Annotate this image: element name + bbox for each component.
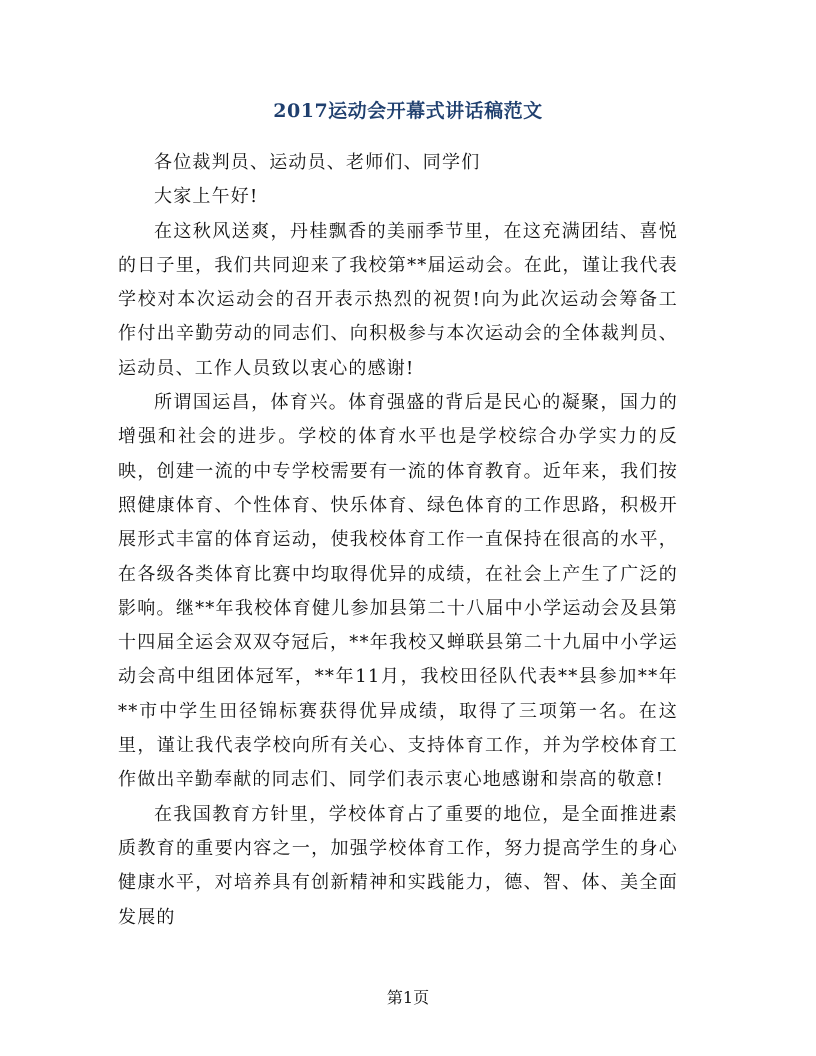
document-title: 2017运动会开幕式讲话稿范文 <box>273 100 543 122</box>
body-paragraph-3: 在我国教育方针里，学校体育占了重要的地位，是全面推进素质教育的重要内容之一，加强学校体育工作，努力提高学生的身心健康水平，对培养具有创新精神和实践能力，德、智、体、美全面发展的 <box>118 803 678 928</box>
body-paragraph-2: 所谓国运昌，体育兴。体育强盛的背后是民心的凝聚，国力的增强和社会的进步。学校的体育水平也是学校综合办学实力的反映，创建一流的中专学校需要有一流的体育教育。近年来，我们按照健康体育、个性体育、快乐体育、绿色体育的工作思路，积极开展形式丰富的体育运动，使我校体育工作一直保持在很高的水平，在各级各类体育比赛中均取得优异的成绩，在社会上产生了广泛的影响。继**年我校体育健儿参加县第二十八届中小学运动会及县第十四届全运会双双夺冠后，**年我校又蝉联县第二十九届中小学运动会高中组团体冠军，**年11月，我校田径队代表**县参加**年**市中学生田径锦标赛获得优异成绩，取得了三项第一名。在这里，谨让我代表学校向所有关心、支持体育工作，并为学校体育工作做出辛勤奉献的同志们、同学们表示衷心地感谢和崇高的敬意! <box>118 392 678 791</box>
body-paragraph-1: 在这秋风送爽，丹桂飘香的美丽季节里，在这充满团结、喜悦的日子里，我们共同迎来了我校第**届运动会。在此，谨让我代表学校对本次运动会的召开表示热烈的祝贺!向为此次运动会筹备工作付出辛勤劳动的同志们、向积极参与本次运动会的全体裁判员、运动员、工作人员致以衷心的感谢! <box>118 220 678 379</box>
document-body <box>118 146 678 935</box>
page-number: 第1页 <box>386 988 430 1007</box>
greeting-paragraph: 大家上午好! <box>154 186 259 208</box>
salutation-paragraph: 各位裁判员、运动员、老师们、同学们 <box>154 152 481 173</box>
